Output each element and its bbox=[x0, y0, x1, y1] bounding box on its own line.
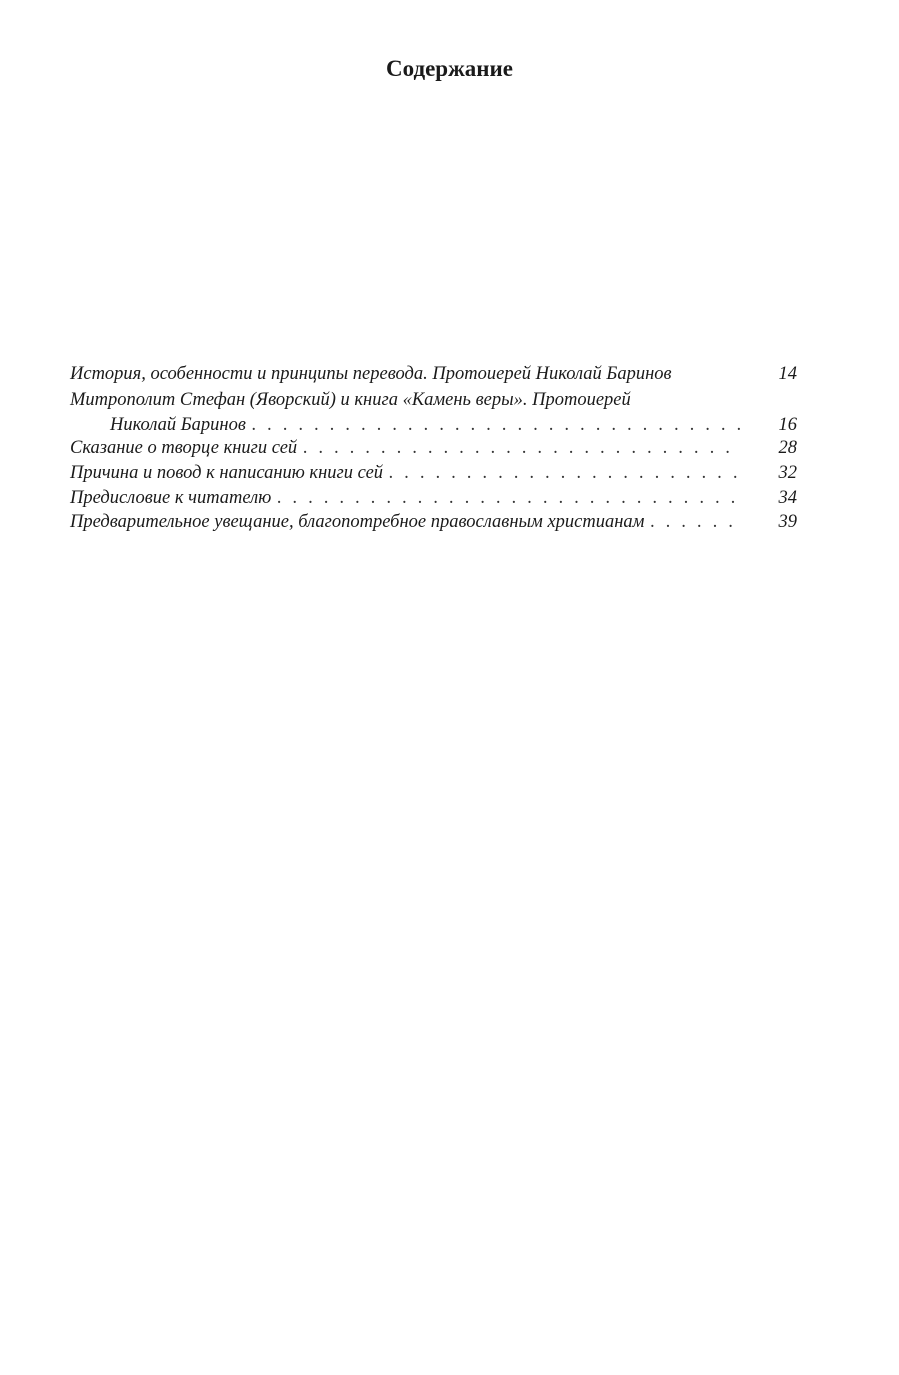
toc-entry-front-matter bbox=[70, 461, 797, 486]
dot-leader bbox=[389, 461, 741, 486]
page-title: Содержание bbox=[386, 56, 513, 81]
page-number: 34 bbox=[778, 488, 797, 508]
dot-leader bbox=[650, 510, 741, 535]
toc-entry-text: Причина и повод к написанию книги сей bbox=[70, 463, 384, 483]
toc-entry-text: Предварительное увещание, благопотребное православным христианам bbox=[70, 512, 645, 532]
page-number: 39 bbox=[778, 512, 797, 532]
toc-entry-text: Предисловие к читателю bbox=[70, 488, 272, 508]
toc-entry-front-matter bbox=[70, 388, 797, 437]
dot-leader bbox=[303, 436, 741, 461]
toc-entry-text: Николай Баринов bbox=[110, 414, 246, 435]
toc-entry-front-matter bbox=[70, 362, 797, 387]
toc-entry-front-matter bbox=[70, 486, 797, 511]
toc-entry-text: Сказание о творце книги сей bbox=[70, 438, 298, 458]
page-number: 14 bbox=[778, 364, 797, 384]
dot-leader bbox=[277, 486, 741, 511]
toc-entry-front-matter bbox=[70, 436, 797, 461]
page-number: 28 bbox=[778, 438, 797, 458]
page-number: 32 bbox=[778, 463, 797, 483]
dot-leader bbox=[252, 413, 741, 438]
page-number: 16 bbox=[778, 414, 797, 435]
toc-entry-front-matter bbox=[70, 510, 797, 535]
toc-entry-text: История, особенности и принципы перевода. Протоиерей Николай Баринов bbox=[70, 364, 672, 384]
toc-entry-text: Митрополит Стефан (Яворский) и книга «Камень веры». Протоиерей bbox=[70, 390, 631, 410]
